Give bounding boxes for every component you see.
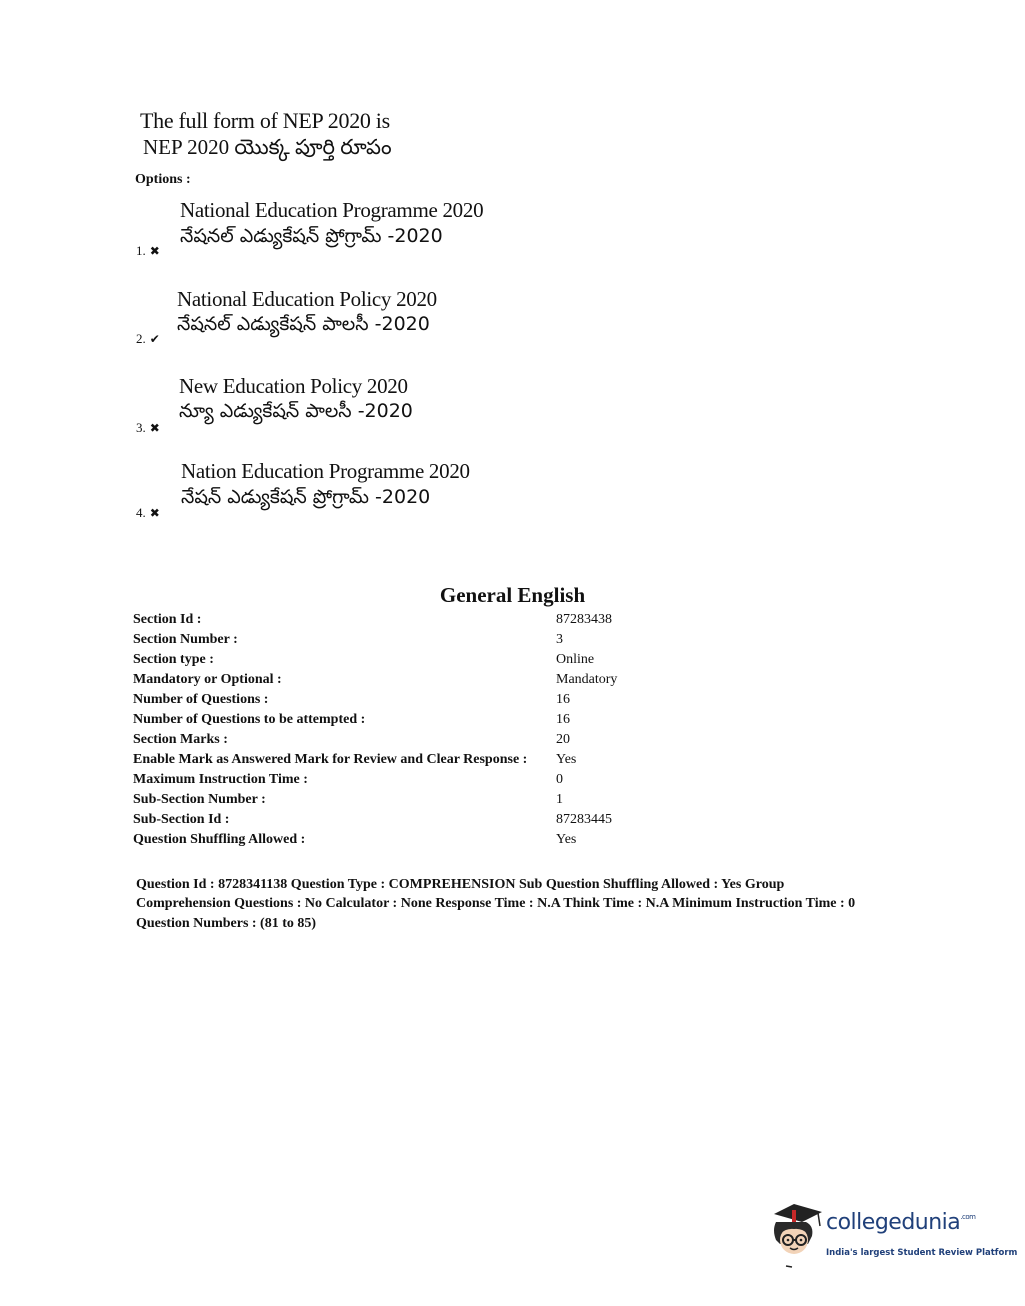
option-4-english: Nation Education Programme 2020 xyxy=(181,459,470,483)
wrong-mark-icon: ✖ xyxy=(149,421,160,435)
section-type-label: Section type : xyxy=(133,652,214,667)
sub-section-id-value: 87283445 xyxy=(556,812,612,827)
option-2-english: National Education Policy 2020 xyxy=(177,287,437,311)
option-4-telugu: నేషన్ ఎడ్యుకేషన్ ప్రోగ్రామ్ -2020 xyxy=(181,486,431,508)
question-meta-line-2: Comprehension Questions : No Calculator : None Response Time : N.A Think Time : N.A Minimum Instruction Time : 0 xyxy=(136,895,856,911)
question-text-english: The full form of NEP 2020 is xyxy=(140,108,390,133)
option-4-number-label: 4. xyxy=(136,505,146,520)
question-text-telugu: NEP 2020 యొక్క పూర్తి రూపం xyxy=(143,135,392,159)
question-meta-line-1: Question Id : 8728341138 Question Type : COMPREHENSION Sub Question Shuffling Allowed : Yes Group xyxy=(136,877,785,892)
option-3-english: New Education Policy 2020 xyxy=(179,374,408,398)
section-id-label: Section Id : xyxy=(133,612,202,627)
sub-section-number-value: 1 xyxy=(556,792,563,807)
question-shuffling-value: Yes xyxy=(556,832,577,847)
brand-dotcom: .com xyxy=(960,1213,976,1221)
max-instruction-time-label: Maximum Instruction Time : xyxy=(133,772,308,787)
question-shuffling-label: Question Shuffling Allowed : xyxy=(133,832,306,847)
number-of-questions-label: Number of Questions : xyxy=(133,692,269,707)
questions-to-attempt-label: Number of Questions to be attempted : xyxy=(133,712,366,727)
option-4-number xyxy=(136,505,160,521)
option-2-telugu: నేషనల్ ఎడ్యుకేషన్ పాలసీ -2020 xyxy=(177,313,430,335)
mandatory-value: Mandatory xyxy=(556,672,618,687)
option-1-number-label: 1. xyxy=(136,243,146,258)
mark-for-review-value: Yes xyxy=(556,752,577,767)
mandatory-label: Mandatory or Optional : xyxy=(133,672,282,687)
brand-tagline: India's largest Student Review Platform xyxy=(826,1248,1018,1258)
section-title: General English xyxy=(439,583,586,607)
section-number-value: 3 xyxy=(556,632,563,647)
options-label: Options : xyxy=(135,172,191,187)
option-1-english: National Education Programme 2020 xyxy=(180,198,484,222)
mark-for-review-label: Enable Mark as Answered Mark for Review and Clear Response : xyxy=(133,752,528,767)
wrong-mark-icon: ✖ xyxy=(149,244,160,258)
number-of-questions-value: 16 xyxy=(556,692,570,707)
option-1-number xyxy=(136,243,160,259)
brand-name: collegedunia xyxy=(826,1210,961,1235)
option-2-number xyxy=(136,331,160,347)
section-marks-label: Section Marks : xyxy=(133,732,228,747)
questions-to-attempt-value: 16 xyxy=(556,712,570,727)
wrong-mark-icon: ✖ xyxy=(149,506,160,520)
option-3-number xyxy=(136,420,160,436)
section-number-label: Section Number : xyxy=(133,632,238,647)
section-marks-value: 20 xyxy=(556,732,570,747)
option-3-telugu: న్యూ ఎడ్యుకేషన్ పాలసీ -2020 xyxy=(179,400,413,422)
option-2-number-label: 2. xyxy=(136,331,146,346)
correct-check-icon: ✔ xyxy=(149,332,160,346)
sub-section-id-label: Sub-Section Id : xyxy=(133,812,230,827)
question-meta xyxy=(136,876,916,934)
option-3-number-label: 3. xyxy=(136,420,146,435)
sub-section-number-label: Sub-Section Number : xyxy=(133,792,266,807)
option-1-telugu: నేషనల్ ఎడ్యుకేషన్ ప్రోగ్రామ్ -2020 xyxy=(180,225,443,247)
section-id-value: 87283438 xyxy=(556,612,612,627)
max-instruction-time-value: 0 xyxy=(556,772,563,787)
brand-wordmark xyxy=(826,1210,975,1235)
section-type-value: Online xyxy=(556,652,595,667)
question-meta-line-3: Question Numbers : (81 to 85) xyxy=(136,916,317,931)
